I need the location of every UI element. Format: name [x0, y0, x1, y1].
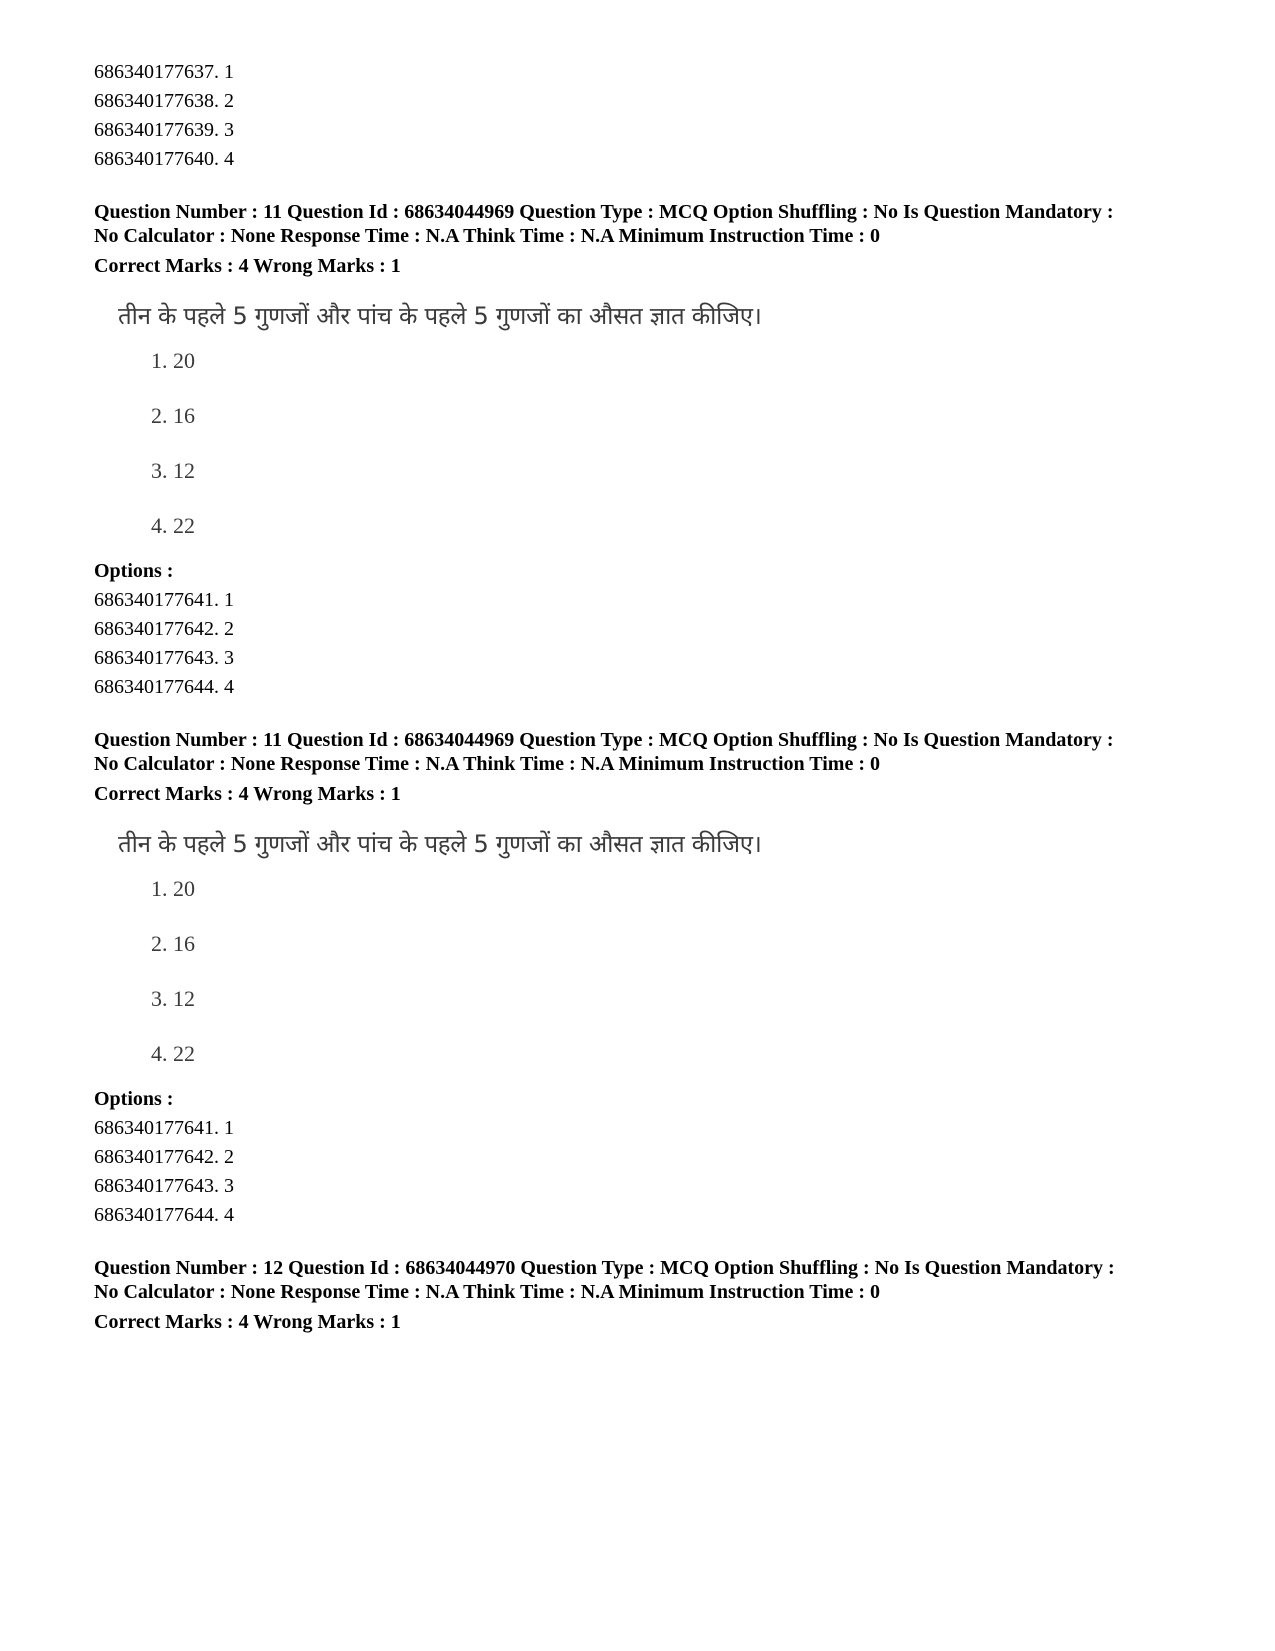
- previous-options-list: [94, 58, 1214, 174]
- choice-item: 2. 16: [151, 403, 195, 428]
- choice-item: 3. 12: [151, 458, 195, 483]
- question-meta: [94, 200, 1214, 248]
- question-meta: [94, 728, 1214, 776]
- option-id-line: 686340177638. 2: [94, 90, 234, 112]
- option-id-line: 686340177644. 4: [94, 1204, 234, 1226]
- choice-item: 3. 12: [151, 986, 195, 1011]
- choice-item: 4. 22: [151, 1041, 195, 1066]
- option-id-line: 686340177642. 2: [94, 618, 234, 640]
- question-text: तीन के पहले 5 गुणजों और पांच के पहले 5 गुणजों का औसत ज्ञात कीजिए।: [118, 302, 762, 330]
- question-image: [118, 824, 1214, 1069]
- question-block: [94, 1256, 1214, 1336]
- option-id-line: 686340177639. 3: [94, 119, 234, 141]
- question-marks: Correct Marks : 4 Wrong Marks : 1: [94, 1311, 401, 1333]
- question-meta-line: Question Number : 12 Question Id : 68634044970 Question Type : MCQ Option Shuffling : No Is Question Mandatory :: [94, 1257, 1115, 1279]
- question-choices: [151, 346, 1214, 541]
- question-block: [94, 200, 1214, 702]
- options-list: [94, 1114, 1214, 1230]
- question-text: तीन के पहले 5 गुणजों और पांच के पहले 5 गुणजों का औसत ज्ञात कीजिए।: [118, 830, 762, 858]
- question-marks: Correct Marks : 4 Wrong Marks : 1: [94, 783, 401, 805]
- question-meta-line: No Calculator : None Response Time : N.A Think Time : N.A Minimum Instruction Time : 0: [94, 1281, 880, 1303]
- question-meta: [94, 1256, 1214, 1304]
- option-id-line: 686340177643. 3: [94, 647, 234, 669]
- question-meta-line: No Calculator : None Response Time : N.A Think Time : N.A Minimum Instruction Time : 0: [94, 753, 880, 775]
- spacer: [94, 1230, 1214, 1256]
- choice-item: 2. 16: [151, 931, 195, 956]
- choice-item: 1. 20: [151, 348, 195, 373]
- options-label: Options :: [94, 1088, 174, 1110]
- question-meta-line: Question Number : 11 Question Id : 68634044969 Question Type : MCQ Option Shuffling : No Is Question Mandatory :: [94, 201, 1114, 223]
- options-list: [94, 586, 1214, 702]
- option-id-line: 686340177637. 1: [94, 61, 234, 83]
- question-block: [94, 728, 1214, 1230]
- option-id-line: 686340177642. 2: [94, 1146, 234, 1168]
- option-id-line: 686340177644. 4: [94, 676, 234, 698]
- option-id-line: 686340177643. 3: [94, 1175, 234, 1197]
- choice-item: 1. 20: [151, 876, 195, 901]
- spacer: [94, 174, 1214, 200]
- document-page: [94, 58, 1214, 1336]
- question-image: [118, 296, 1214, 541]
- option-id-line: 686340177641. 1: [94, 589, 234, 611]
- question-meta-line: Question Number : 11 Question Id : 68634044969 Question Type : MCQ Option Shuffling : No Is Question Mandatory :: [94, 729, 1114, 751]
- option-id-line: 686340177640. 4: [94, 148, 234, 170]
- question-meta-line: No Calculator : None Response Time : N.A Think Time : N.A Minimum Instruction Time : 0: [94, 225, 880, 247]
- spacer: [94, 702, 1214, 728]
- question-marks: Correct Marks : 4 Wrong Marks : 1: [94, 255, 401, 277]
- question-choices: [151, 874, 1214, 1069]
- options-label: Options :: [94, 560, 174, 582]
- choice-item: 4. 22: [151, 513, 195, 538]
- option-id-line: 686340177641. 1: [94, 1117, 234, 1139]
